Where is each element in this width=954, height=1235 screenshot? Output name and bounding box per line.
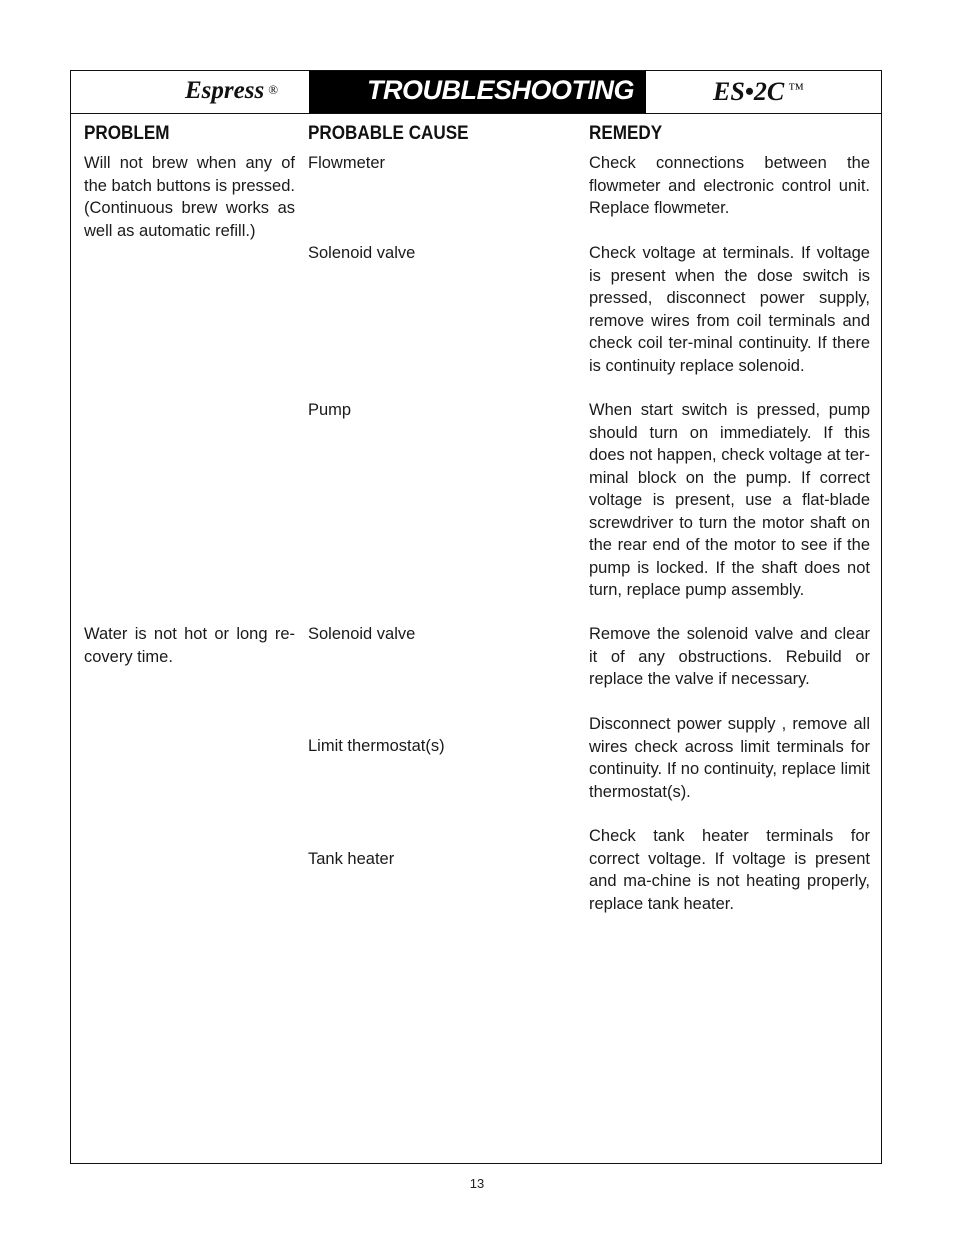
remedy-text: Check tank heater terminals for correct voltage. If voltage is present and ma-chine is not heating properly, replace tank heater. — [589, 827, 870, 913]
page-title: TROUBLESHOOTING — [367, 75, 634, 105]
trademark-mark: ™ — [788, 81, 804, 98]
registered-mark: ® — [268, 82, 279, 97]
remedy-text: When start switch is pressed, pump should turn on immediately. If this does not happen, check voltage at ter-minal block on the pump. If correct voltage is present, use a flat-blade screwdriver to turn the motor shaft on the rear end of the motor to see if the pump is locked. If the shaft does not turn, replace pump assembly. — [589, 401, 870, 599]
brand-name: Espress — [185, 77, 265, 104]
problem-text: Water is not hot or long re-covery time. — [84, 625, 295, 666]
cause-text: Flowmeter — [308, 154, 386, 172]
problem-text: Will not brew when any of the batch buttons is pressed. (Continuous brew works as well as automatic refill.) — [84, 154, 295, 240]
cause-text: Solenoid valve — [308, 625, 416, 643]
page-number: 13 — [469, 1176, 485, 1191]
column-header-remedy: REMEDY — [589, 123, 663, 144]
remedy-text: Check connections between the flowmeter and electronic control unit. Replace flowmeter. — [589, 154, 870, 217]
remedy-text: Remove the solenoid valve and clear it of any obstructions. Rebuild or replace the valve if necessary. — [589, 625, 870, 688]
troubleshooting-frame — [70, 70, 882, 1164]
cause-text: Tank heater — [308, 850, 395, 868]
page-header — [71, 71, 881, 114]
cause-text: Limit thermostat(s) — [308, 737, 445, 755]
brand-logo — [185, 77, 278, 105]
remedy-text: Disconnect power supply , remove all wires check across limit terminals for continuity. If no continuity, replace limit thermostat(s). — [589, 715, 870, 801]
model-name — [713, 77, 804, 107]
cause-text: Pump — [308, 401, 352, 419]
model-label: ES•2C — [713, 77, 785, 106]
remedy-text: Check voltage at terminals. If voltage is present when the dose switch is pressed, disconnect power supply, remove wires from coil terminals and check coil ter-minal continuity. If there is continuity replace solenoid. — [589, 244, 870, 375]
title-banner — [309, 71, 646, 113]
column-header-problem: PROBLEM — [84, 123, 170, 144]
column-header-cause: PROBABLE CAUSE — [308, 123, 469, 144]
cause-text: Solenoid valve — [308, 244, 416, 262]
